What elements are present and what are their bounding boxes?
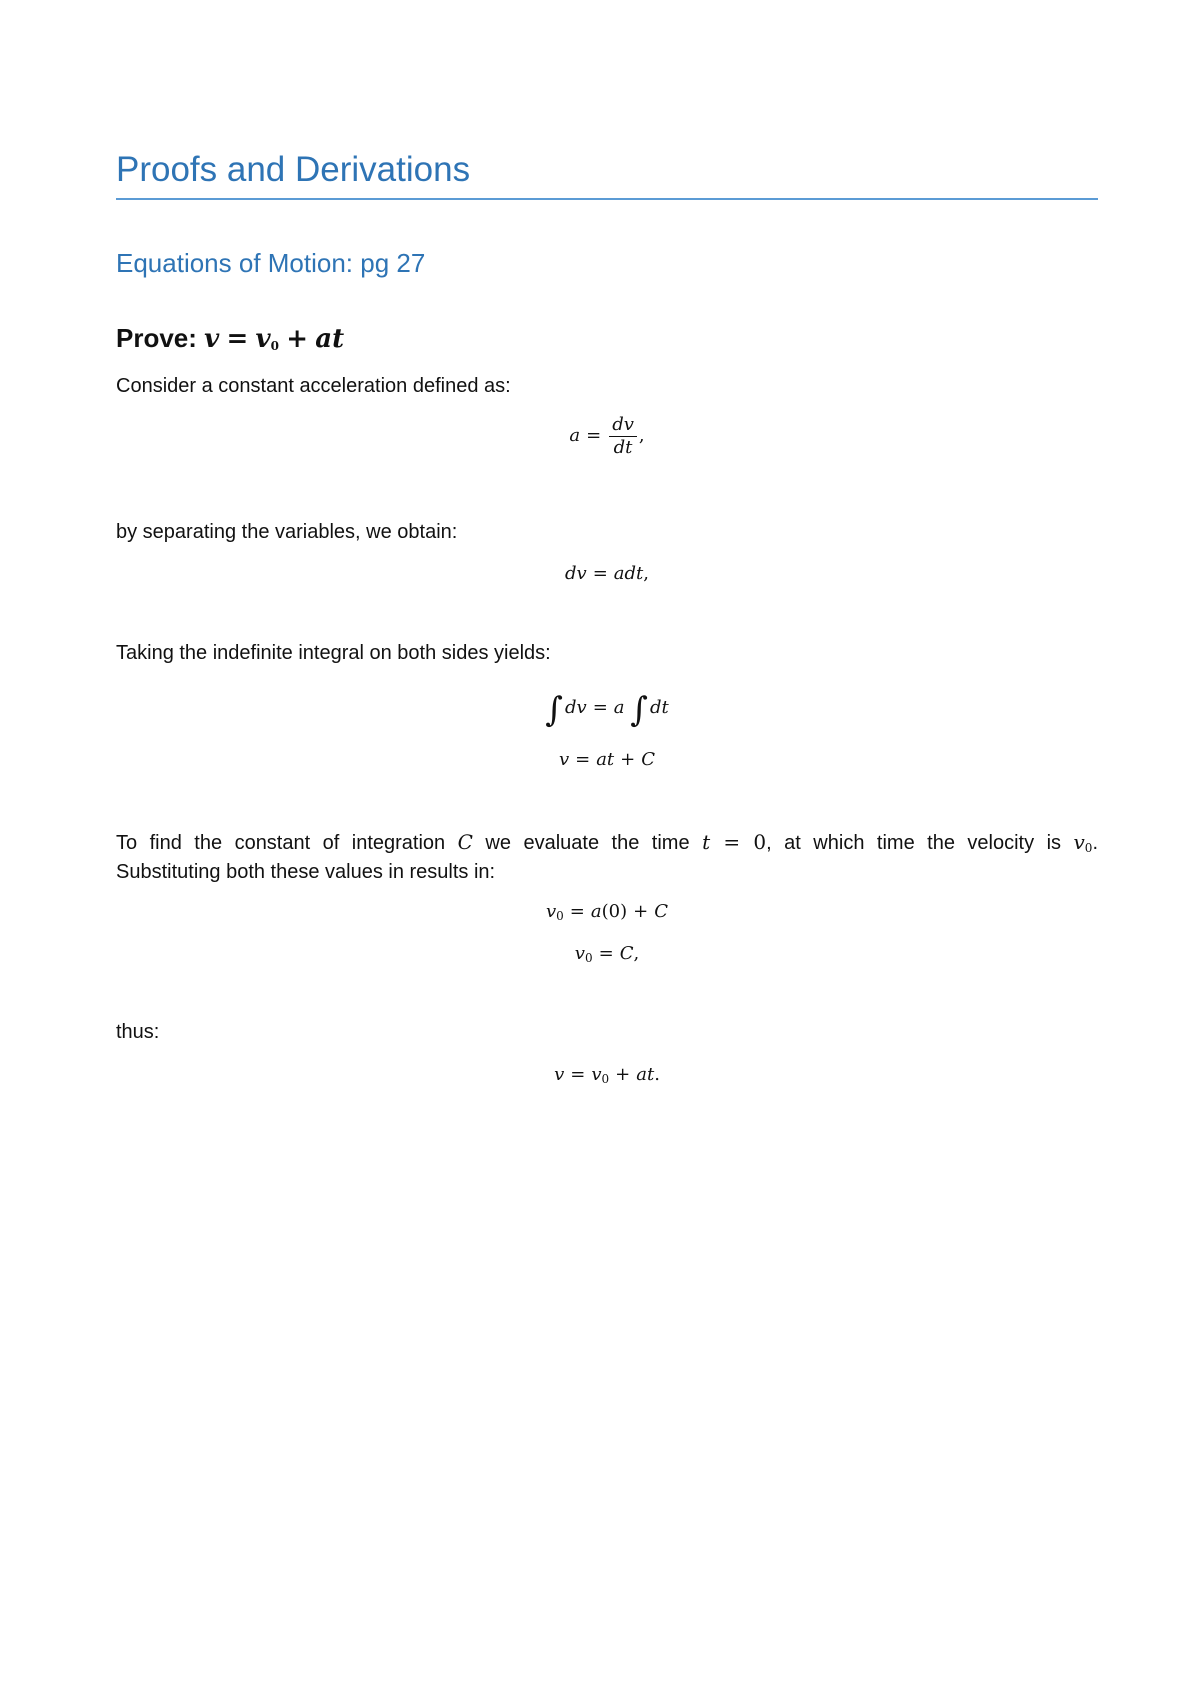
- eq1-equals: =: [586, 425, 602, 447]
- prove-at: at: [315, 324, 345, 354]
- prove-equals: =: [226, 324, 249, 354]
- eq7-period: .: [654, 1064, 660, 1085]
- eq7-equals: =: [570, 1064, 586, 1085]
- eq7-lhs: v: [554, 1064, 565, 1085]
- inline-t: t: [702, 830, 711, 854]
- eq7-plus: +: [615, 1064, 631, 1085]
- eq6-equals: =: [598, 943, 614, 964]
- equation-constant-value: [116, 945, 1098, 964]
- equation-acceleration: [116, 414, 1098, 458]
- prove-label: Prove:: [116, 323, 197, 353]
- eq4-at: at: [596, 749, 615, 770]
- eq2-rhs: adt: [613, 563, 644, 584]
- section-heading: Equations of Motion: pg 27: [116, 248, 426, 278]
- eq1-fraction: [609, 414, 637, 458]
- inline-v0: $v_0$: [1073, 830, 1093, 855]
- eq5-equals: =: [569, 901, 585, 922]
- paragraph-integral: Taking the indefinite integral on both sides yields:: [116, 642, 551, 664]
- integral-sign-right: ∫: [630, 690, 648, 730]
- prove-v: v: [204, 324, 220, 354]
- eq4-equals: =: [575, 749, 591, 770]
- paragraph-constant: To find the constant of integration C we evaluate the time t = 0, at which time the velocity is $v_0$.: [116, 830, 1098, 855]
- inline-c: C: [457, 830, 473, 854]
- document-page: [116, 0, 1098, 1696]
- eq5-constant: C: [654, 901, 668, 922]
- eq4-constant: C: [641, 749, 656, 770]
- eq5-argument: (0): [601, 901, 628, 922]
- equation-separated: [116, 565, 1098, 583]
- heading-underline: [116, 198, 1098, 200]
- eq2-comma: ,: [643, 563, 650, 584]
- eq2-lhs: dv: [564, 563, 587, 584]
- eq4-lhs: v: [558, 749, 570, 770]
- equation-velocity-general: [116, 751, 1098, 769]
- prove-statement: [116, 325, 344, 352]
- paragraph-separating: by separating the variables, we obtain:: [116, 521, 458, 543]
- paragraph-consider: Consider a constant acceleration defined as:: [116, 375, 511, 397]
- eq7-v0: $v_0$: [591, 1064, 610, 1086]
- page-heading: Proofs and Derivations: [116, 150, 471, 189]
- eq3-equals: =: [592, 697, 608, 718]
- eq6-comma: ,: [633, 943, 640, 964]
- paragraph-thus: thus:: [116, 1021, 160, 1043]
- inline-zero: 0: [753, 830, 767, 854]
- eq1-comma: ,: [638, 425, 645, 447]
- eq3-lhs: dv: [564, 697, 587, 718]
- eq6-v0: $v_0$: [574, 943, 593, 965]
- prove-plus: +: [286, 324, 309, 354]
- equation-substitution: [116, 903, 1098, 922]
- eq1-lhs: a: [569, 425, 581, 447]
- eq1-numerator: dv: [609, 414, 637, 437]
- eq3-coefficient: a: [613, 697, 625, 718]
- integral-sign-left: ∫: [545, 690, 563, 730]
- equation-result: [116, 1066, 1098, 1085]
- eq2-equals: =: [592, 563, 608, 584]
- eq5-a: a: [590, 901, 602, 922]
- prove-v0: $v_0$: [255, 324, 279, 354]
- eq1-denominator: dt: [613, 436, 633, 458]
- eq6-constant: C: [619, 943, 634, 964]
- eq7-at: at: [636, 1064, 655, 1085]
- eq4-plus: +: [620, 749, 636, 770]
- equation-integral: [116, 690, 1098, 730]
- paragraph-substituting: Substituting both these values in results in:: [116, 861, 496, 883]
- eq3-rhs: dt: [649, 697, 669, 718]
- eq5-v0: $v_0$: [545, 901, 564, 923]
- eq5-plus: +: [633, 901, 649, 922]
